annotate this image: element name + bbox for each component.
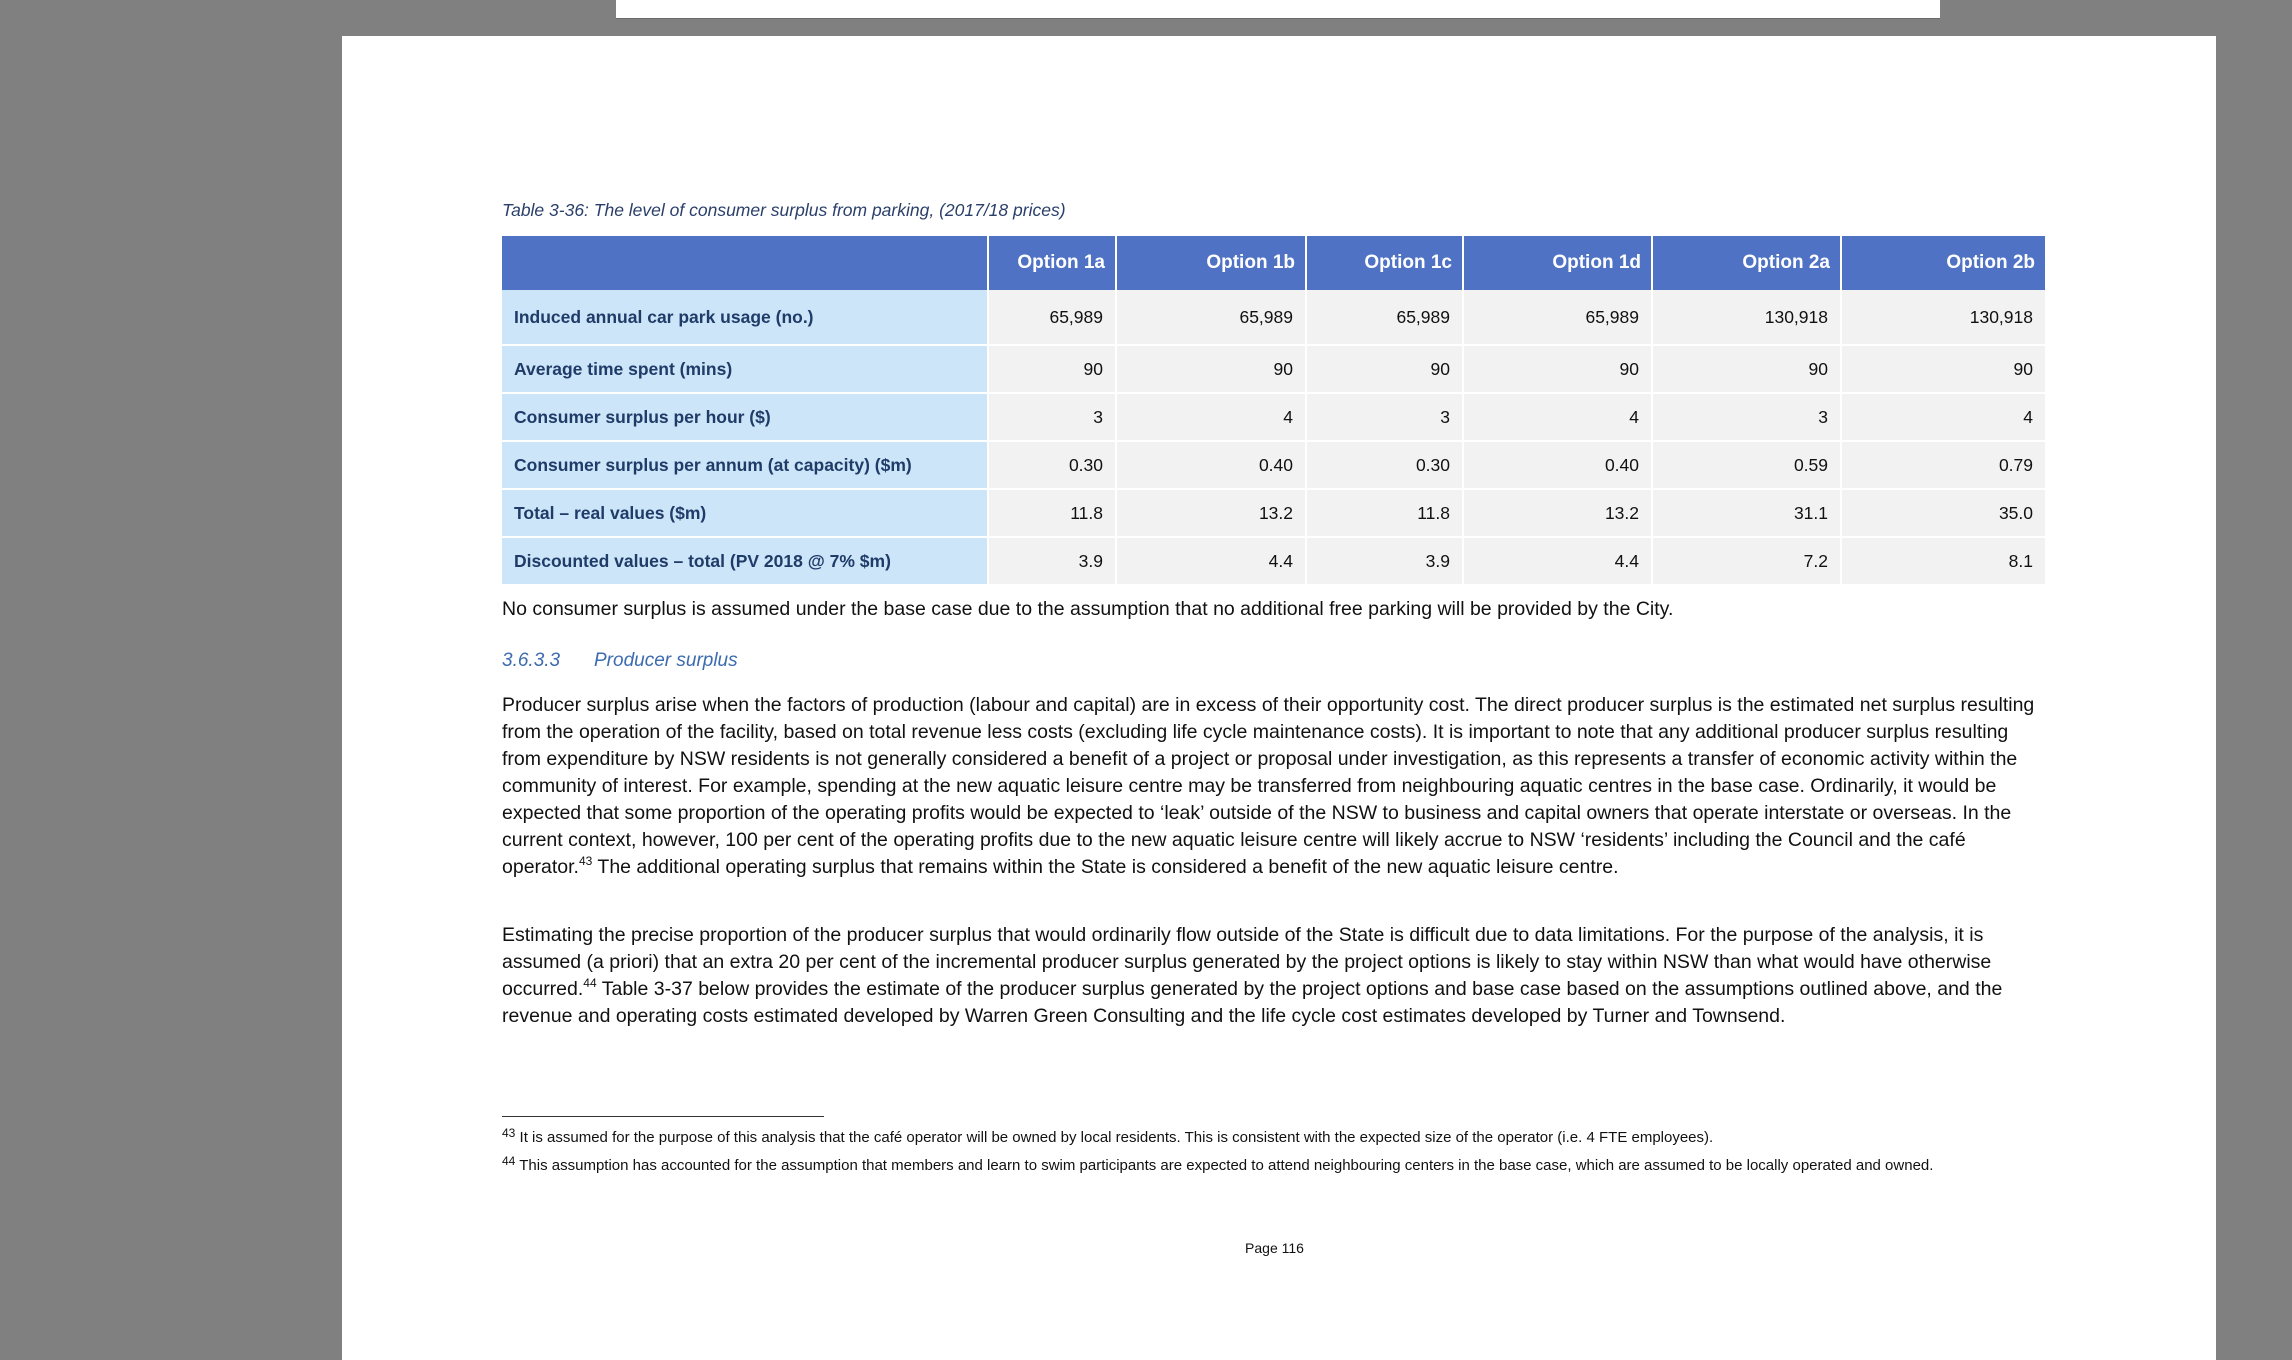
row-label: Induced annual car park usage (no.) [502, 290, 988, 345]
footnote-number: 43 [502, 1126, 516, 1140]
producer-surplus-paragraph [502, 692, 2047, 881]
estimation-paragraph [502, 922, 2047, 1030]
table-cell: 65,989 [1306, 290, 1463, 345]
table-cell: 3.9 [1306, 537, 1463, 585]
table-cell: 90 [988, 345, 1116, 393]
footnote-separator [502, 1116, 824, 1117]
table-header-cell: Option 1a [988, 236, 1116, 290]
table-cell: 7.2 [1652, 537, 1841, 585]
table-header-cell: Option 1b [1116, 236, 1306, 290]
table-cell: 4.4 [1116, 537, 1306, 585]
table-header-cell: Option 2a [1652, 236, 1841, 290]
footnote [502, 1128, 2047, 1148]
table-cell: 4 [1116, 393, 1306, 441]
table-caption: Table 3-36: The level of consumer surplus from parking, (2017/18 prices) [502, 200, 1066, 220]
table-cell: 65,989 [1463, 290, 1652, 345]
table-cell: 90 [1463, 345, 1652, 393]
table-cell: 90 [1306, 345, 1463, 393]
table-cell: 65,989 [1116, 290, 1306, 345]
table-header-cell: Option 2b [1841, 236, 2045, 290]
table-cell: 3.9 [988, 537, 1116, 585]
table-cell: 90 [1841, 345, 2045, 393]
table-cell: 13.2 [1116, 489, 1306, 537]
paragraph-text: Estimating the precise proportion of the producer surplus that would ordinarily flow outside of the State is difficult due to data limitations. For the purpose of the analysis, it is assumed (a priori) that an extra 20 per cent of the incremental producer surplus generated by the project options is likely to stay within NSW than what would have otherwise occurred. [502, 924, 1992, 1000]
table-cell: 0.30 [1306, 441, 1463, 489]
table-cell: 35.0 [1841, 489, 2045, 537]
table-cell: 11.8 [1306, 489, 1463, 537]
footnote [502, 1156, 2047, 1176]
table-header-cell [502, 236, 988, 290]
table-header-cell: Option 1c [1306, 236, 1463, 290]
table-header-row [502, 236, 2045, 290]
table-cell: 90 [1652, 345, 1841, 393]
row-label: Consumer surplus per annum (at capacity) ($m) [502, 441, 988, 489]
table-cell: 3 [988, 393, 1116, 441]
table-cell: 4 [1463, 393, 1652, 441]
row-label: Consumer surplus per hour ($) [502, 393, 988, 441]
document-page [342, 36, 2216, 1360]
section-number: 3.6.3.3 [502, 650, 561, 671]
table-row [502, 441, 2045, 489]
table-row [502, 290, 2045, 345]
table-cell: 13.2 [1463, 489, 1652, 537]
previous-page-edge [616, 0, 1940, 19]
table-row [502, 345, 2045, 393]
table-cell: 0.40 [1116, 441, 1306, 489]
table-row [502, 489, 2045, 537]
page-number: Page 116 [1245, 1240, 1304, 1256]
table-cell: 11.8 [988, 489, 1116, 537]
row-label: Discounted values – total (PV 2018 @ 7% $m) [502, 537, 988, 585]
table-row [502, 393, 2045, 441]
footnote-reference[interactable]: 43 [578, 854, 593, 868]
table-cell: 0.79 [1841, 441, 2045, 489]
table-cell: 65,989 [988, 290, 1116, 345]
table-cell: 4.4 [1463, 537, 1652, 585]
footnote-number: 44 [502, 1154, 516, 1168]
table-row [502, 537, 2045, 585]
table-cell: 0.59 [1652, 441, 1841, 489]
table-cell: 0.30 [988, 441, 1116, 489]
row-label: Total – real values ($m) [502, 489, 988, 537]
row-label: Average time spent (mins) [502, 345, 988, 393]
paragraph-text: The additional operating surplus that remains within the State is considered a benefit of the new aquatic leisure centre. [592, 856, 1619, 878]
table-header-cell: Option 1d [1463, 236, 1652, 290]
footnote-reference[interactable]: 44 [583, 976, 597, 990]
table-cell: 130,918 [1841, 290, 2045, 345]
base-case-note: No consumer surplus is assumed under the base case due to the assumption that no additional free parking will be provided by the City. [502, 598, 1674, 620]
paragraph-text: Table 3-37 below provides the estimate of the producer surplus generated by the project options and base case based on the assumptions outlined above, and the revenue and operating costs estimated developed by Warren Green Consulting and the life cycle cost estimates developed by Turner and Townsend. [502, 978, 2003, 1027]
paragraph-text: Producer surplus arise when the factors of production (labour and capital) are in excess of their opportunity cost. The direct producer surplus is the estimated net surplus resulting from the operation of the facility, based on total revenue less costs (excluding life cycle maintenance costs). It is important to note that any additional producer surplus resulting from expenditure by NSW residents is not generally considered a benefit of a project or proposal under investigation, as this represents a transfer of economic activity within the community of interest. For example, spending at the new aquatic leisure centre may be transferred from neighbouring aquatic centres in the base case. Ordinarily, it would be expected that some proportion of the operating profits would be expected to ‘leak’ outside of the NSW to business and capital owners that operate interstate or overseas. In the current context, however, 100 per cent of the operating profits due to the new aquatic leisure centre will likely accrue to NSW ‘residents’ including the Council and the café operator. [502, 694, 2035, 878]
section-title: Producer surplus [594, 650, 738, 671]
table-cell: 3 [1652, 393, 1841, 441]
footnote-text: It is assumed for the purpose of this analysis that the café operator will be owned by local residents. This is consistent with the expected size of the operator (i.e. 4 FTE employees). [519, 1129, 1714, 1146]
consumer-surplus-table [502, 236, 2045, 586]
table-cell: 31.1 [1652, 489, 1841, 537]
footnote-text: This assumption has accounted for the assumption that members and learn to swim participants are expected to attend neighbouring centers in the base case, which are assumed to be locally operated and owned. [519, 1157, 1934, 1174]
table-cell: 8.1 [1841, 537, 2045, 585]
table-cell: 90 [1116, 345, 1306, 393]
table-cell: 0.40 [1463, 441, 1652, 489]
section-heading [502, 650, 738, 672]
table-cell: 3 [1306, 393, 1463, 441]
table-cell: 130,918 [1652, 290, 1841, 345]
table-cell: 4 [1841, 393, 2045, 441]
